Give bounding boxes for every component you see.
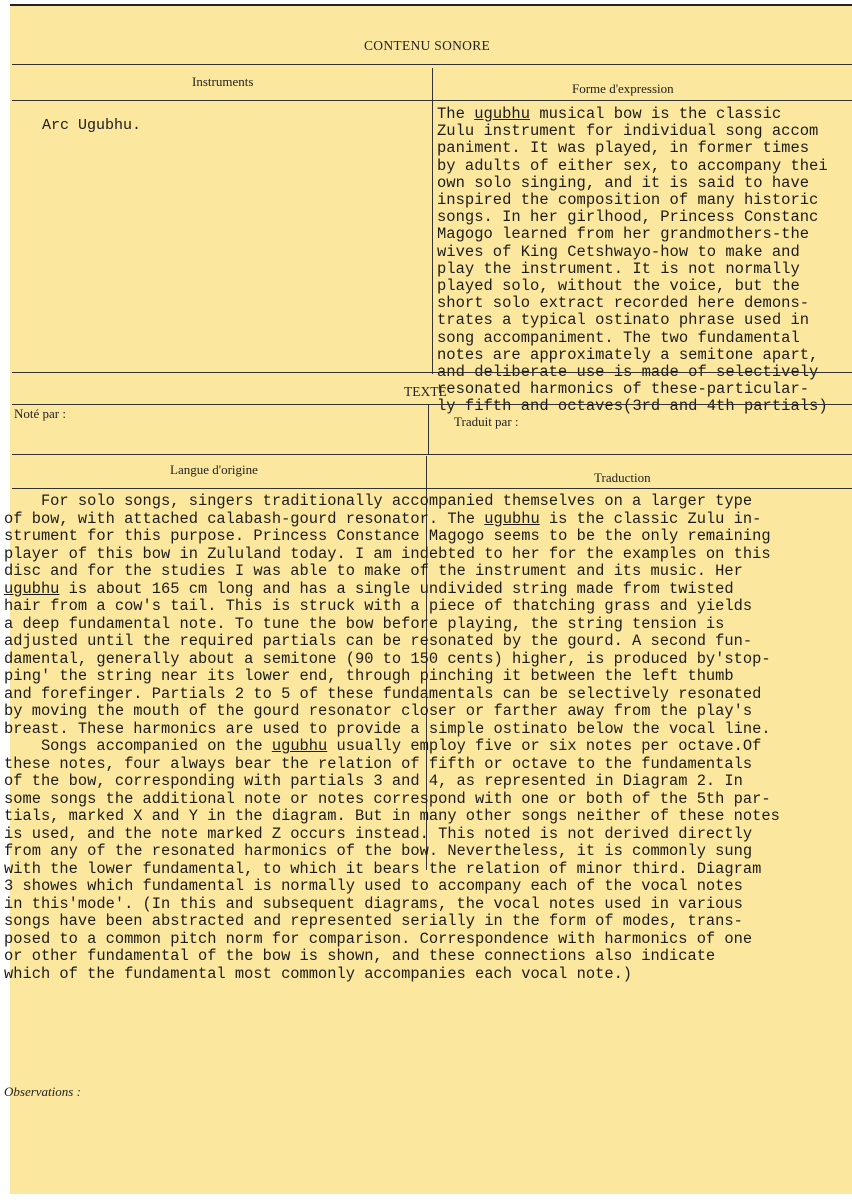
col-header-instruments: Instruments bbox=[192, 74, 254, 89]
main-text-line bbox=[4, 738, 780, 756]
text-segment: hair from a cow's tail. This is struck with a piece of thatching grass and yields bbox=[4, 597, 753, 615]
main-text-line bbox=[4, 546, 780, 564]
main-text-line bbox=[4, 703, 780, 721]
main-text-line bbox=[4, 633, 780, 651]
forme-text-line bbox=[437, 295, 828, 312]
forme-text-line bbox=[437, 226, 828, 243]
main-text-line bbox=[4, 598, 780, 616]
section-title: CONTENU SONORE bbox=[364, 38, 491, 53]
text-segment: a deep fundamental note. To tune the bow before playing, the string tension is bbox=[4, 614, 725, 633]
langue-origine-label: Langue d'origine bbox=[170, 462, 258, 477]
note-par-label: Noté par : bbox=[14, 406, 66, 421]
main-text-line bbox=[4, 493, 780, 511]
text-segment: played solo, without the voice, but the bbox=[437, 277, 800, 296]
text-segment: some songs the additional note or notes correspond with one or both of the 5th par- bbox=[4, 789, 771, 808]
forme-text-line bbox=[437, 123, 828, 140]
text-segment: of the bow, corresponding with partials 3 and 4, as represented in Diagram 2. In bbox=[4, 772, 743, 790]
main-text-line bbox=[4, 528, 780, 546]
main-text-line bbox=[4, 878, 780, 896]
traduit-par-label: Traduit par : bbox=[454, 414, 519, 429]
text-segment: is the classic Zulu in- bbox=[539, 509, 762, 528]
main-text-line bbox=[4, 931, 780, 949]
note-traduit-divider bbox=[428, 404, 429, 454]
text-segment: play the instrument. It is not normally bbox=[437, 259, 800, 278]
forme-text-line bbox=[437, 192, 828, 209]
traduction-label: Traduction bbox=[594, 470, 651, 485]
text-segment: these notes, four always bear the relation of fifth or octave to the fundamentals bbox=[4, 754, 753, 773]
underlined-term: ugubhu bbox=[4, 579, 60, 598]
forme-text-line bbox=[437, 244, 828, 261]
main-text-line bbox=[4, 511, 780, 529]
text-segment: usually employ five or six notes per octave.Of bbox=[327, 737, 762, 755]
text-segment: Magogo learned from her grandmothers-the bbox=[437, 225, 810, 244]
texte-rule-lower bbox=[12, 404, 852, 405]
text-segment: song accompaniment. The two fundamental bbox=[437, 328, 800, 347]
text-segment: in this'mode'. (In this and subsequent diagrams, the vocal notes used in various bbox=[4, 894, 743, 913]
text-segment: Songs accompanied on the bbox=[4, 737, 272, 755]
forme-text-line bbox=[437, 278, 828, 295]
text-segment: The bbox=[437, 105, 475, 123]
underlined-term: ugubhu bbox=[474, 105, 531, 123]
forme-text-line bbox=[437, 158, 828, 175]
main-text-line bbox=[4, 668, 780, 686]
forme-text-line bbox=[437, 312, 828, 329]
text-segment: songs. In her girlhood, Princess Constanc bbox=[437, 208, 819, 227]
text-segment: notes are approximately a semitone apart, bbox=[437, 345, 819, 364]
main-text-line bbox=[4, 948, 780, 966]
text-segment: wives of King Cetshwayo-how to make and bbox=[437, 242, 800, 261]
text-segment: songs have been abstracted and represented serially in the form of modes, trans- bbox=[4, 912, 743, 930]
text-segment: trates a typical ostinato phrase used in bbox=[437, 311, 810, 330]
text-segment: player of this bow in Zululand today. I am indebted to her for the examples on this bbox=[4, 544, 771, 563]
main-text-line bbox=[4, 563, 780, 581]
text-segment: is used, and the note marked Z occurs instead. This noted is not derived directly bbox=[4, 824, 753, 843]
forme-text-line bbox=[437, 347, 828, 364]
instrument-name: Arc Ugubhu. bbox=[42, 117, 142, 134]
main-text-line bbox=[4, 581, 780, 599]
forme-expression-text bbox=[437, 106, 828, 416]
texte-rule-upper bbox=[12, 372, 852, 373]
langue-rule-bottom bbox=[12, 488, 852, 489]
forme-text-line bbox=[437, 209, 828, 226]
text-segment: by moving the mouth of the gourd resonator closer or farther away from the play's bbox=[4, 702, 753, 720]
main-text-line bbox=[4, 616, 780, 634]
underlined-term: ugubhu bbox=[484, 509, 540, 528]
text-segment: and forefinger. Partials 2 to 5 of these fundamentals can be selectively resonated bbox=[4, 684, 762, 703]
text-segment: own solo singing, and it is said to have bbox=[437, 173, 810, 192]
main-text-line bbox=[4, 913, 780, 931]
header-rule-top bbox=[12, 64, 852, 65]
text-segment: inspired the composition of many historic bbox=[437, 191, 819, 210]
text-segment: short solo extract recorded here demons- bbox=[437, 294, 810, 313]
main-text-line bbox=[4, 651, 780, 669]
text-segment: is about 165 cm long and has a single undivided string made from twisted bbox=[59, 579, 734, 598]
forme-text-line bbox=[437, 106, 828, 123]
main-text-line bbox=[4, 896, 780, 914]
text-segment: For solo songs, singers traditionally accompanied themselves on a larger type bbox=[4, 492, 753, 510]
main-text-line bbox=[4, 773, 780, 791]
texte-label: TEXTE bbox=[404, 384, 447, 399]
main-text-line bbox=[4, 808, 780, 826]
forme-text-line bbox=[437, 261, 828, 278]
text-segment: by adults of either sex, to accompany thei bbox=[437, 156, 828, 175]
text-segment: damental, generally about a semitone (90 to 150 cents) higher, is produced by'stop- bbox=[4, 649, 771, 668]
text-segment: tials, marked X and Y in the diagram. But in many other songs neither of these notes bbox=[4, 807, 780, 825]
main-text-line bbox=[4, 843, 780, 861]
main-text-line bbox=[4, 826, 780, 844]
text-segment: ping' the string near its lower end, through pinching it between the left thumb bbox=[4, 667, 734, 685]
text-segment: Zulu instrument for individual song accom bbox=[437, 122, 819, 141]
text-segment: paniment. It was played, in former times bbox=[437, 139, 810, 158]
text-segment: musical bow is the classic bbox=[530, 105, 782, 123]
text-segment: adjusted until the required partials can be resonated by the gourd. A second fun- bbox=[4, 632, 753, 650]
text-segment: posed to a common pitch norm for comparison. Correspondence with harmonics of one bbox=[4, 929, 753, 948]
main-text-line bbox=[4, 686, 780, 704]
main-typed-text bbox=[4, 493, 780, 983]
text-segment: with the lower fundamental, to which it bears the relation of minor third. Diagram bbox=[4, 859, 762, 878]
forme-text-line bbox=[437, 175, 828, 192]
main-text-line bbox=[4, 756, 780, 774]
header-column-divider bbox=[432, 68, 433, 374]
text-segment: which of the fundamental most commonly accompanies each vocal note.) bbox=[4, 964, 633, 983]
main-text-line bbox=[4, 861, 780, 879]
forme-text-line bbox=[437, 381, 828, 398]
text-segment: of bow, with attached calabash-gourd resonator. The bbox=[4, 509, 485, 528]
text-segment: ly fifth and octaves(3rd and 4th partials) bbox=[437, 397, 828, 416]
text-segment: resonated harmonics of these-particular- bbox=[437, 380, 810, 399]
forme-text-line bbox=[437, 330, 828, 347]
main-text-line bbox=[4, 721, 780, 739]
langue-rule-top bbox=[12, 454, 852, 455]
observations-label: Observations : bbox=[4, 1084, 81, 1099]
text-segment: breast. These harmonics are used to provide a simple ostinato below the vocal line. bbox=[4, 719, 771, 738]
forme-text-line bbox=[437, 140, 828, 157]
main-text-line bbox=[4, 791, 780, 809]
underlined-term: ugubhu bbox=[271, 737, 328, 755]
text-segment: and deliberate use is made of selectively bbox=[437, 363, 819, 382]
text-segment: strument for this purpose. Princess Constance Magogo seems to be the only remaining bbox=[4, 527, 771, 545]
text-segment: disc and for the studies I was able to make of the instrument and its music. Her bbox=[4, 562, 743, 580]
main-text-line bbox=[4, 966, 780, 984]
text-segment: from any of the resonated harmonics of the bow. Nevertheless, it is commonly sung bbox=[4, 842, 753, 860]
col-header-forme-expression: Forme d'expression bbox=[572, 81, 674, 96]
text-segment: 3 showes which fundamental is normally used to accompany each of the vocal notes bbox=[4, 877, 743, 895]
text-segment: or other fundamental of the bow is shown, and these connections also indicate bbox=[4, 947, 716, 965]
